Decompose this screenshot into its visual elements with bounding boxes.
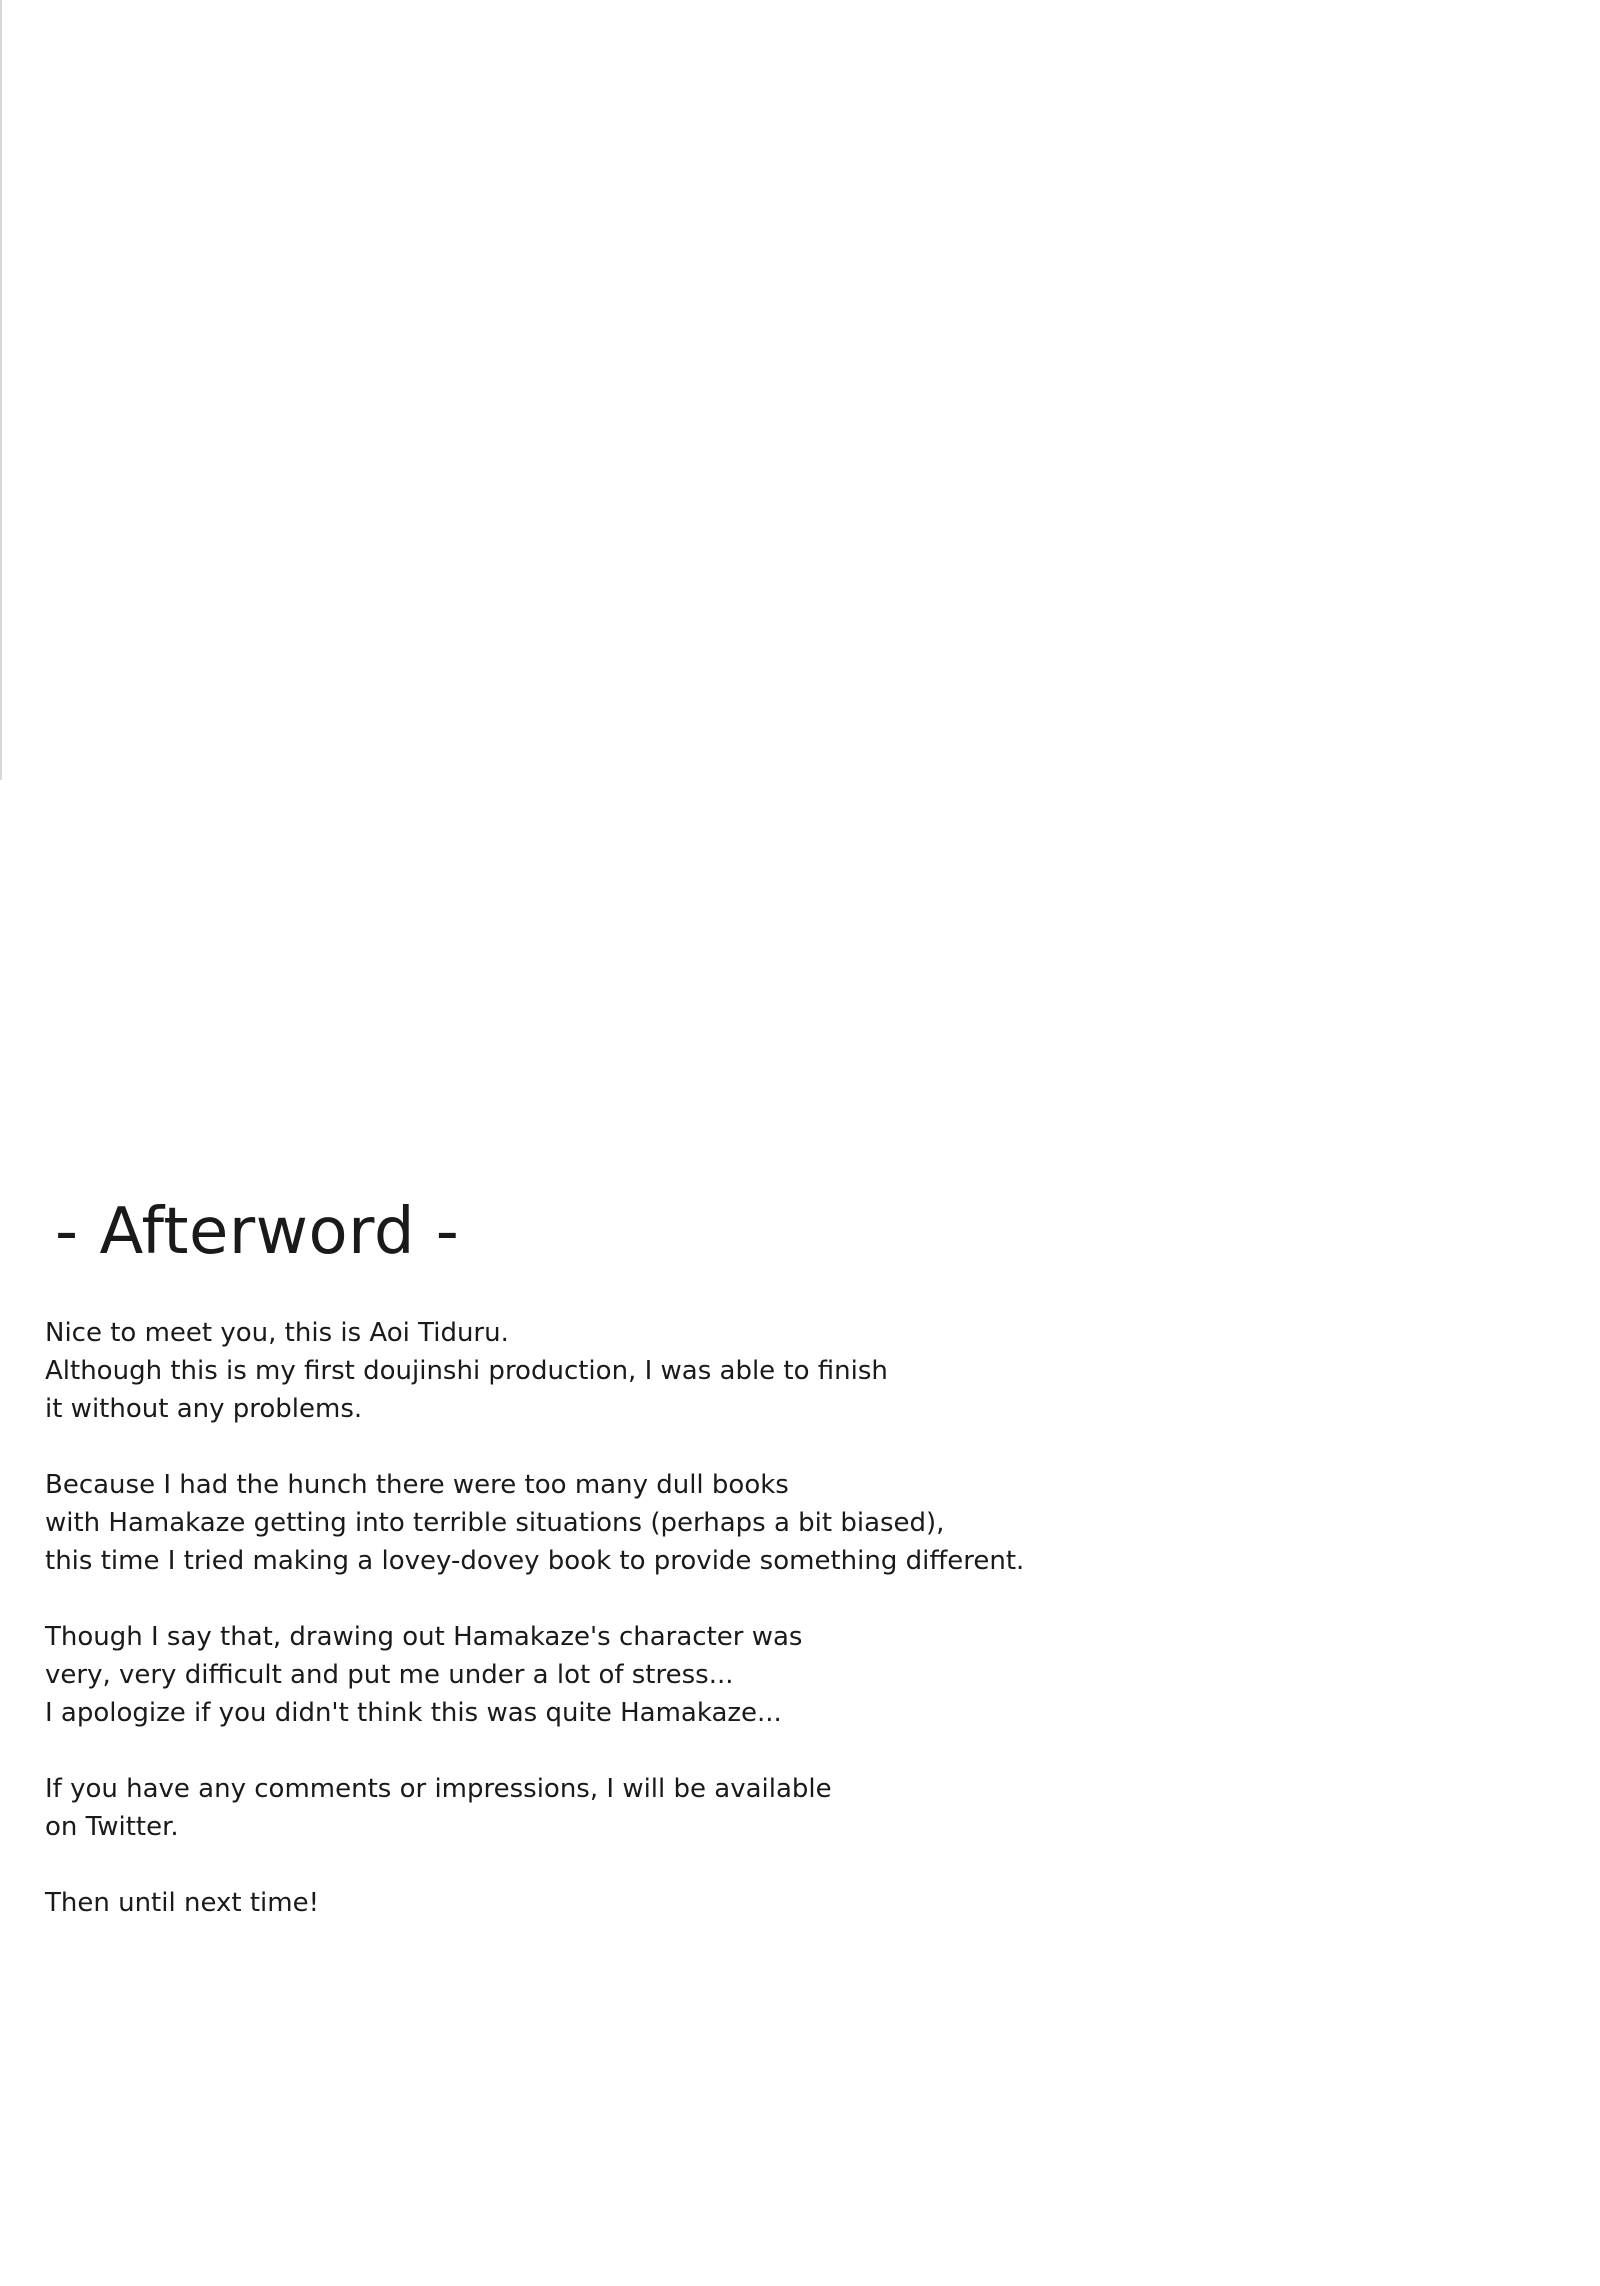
text-line: Because I had the hunch there were too many dull books — [45, 1470, 789, 1500]
text-line: I apologize if you didn't think this was quite Hamakaze... — [45, 1698, 782, 1728]
text-line: Although this is my first doujinshi production, I was able to finish — [45, 1356, 888, 1386]
page-edge-line — [0, 0, 2, 780]
paragraph-contact — [45, 1770, 1145, 1846]
paragraph-difficulty — [45, 1618, 1145, 1732]
text-line: If you have any comments or impressions, I will be available — [45, 1774, 832, 1804]
text-line: on Twitter. — [45, 1812, 179, 1842]
text-line: this time I tried making a lovey-dovey book to provide something different. — [45, 1546, 1025, 1576]
text-line: Nice to meet you, this is Aoi Tiduru. — [45, 1318, 509, 1348]
afterword-title: - Afterword - — [55, 1195, 460, 1269]
paragraph-greeting — [45, 1314, 1145, 1428]
afterword-section — [45, 1195, 1145, 1960]
text-line: with Hamakaze getting into terrible situations (perhaps a bit biased), — [45, 1508, 945, 1538]
paragraph-motivation — [45, 1466, 1145, 1580]
text-line: it without any problems. — [45, 1394, 363, 1424]
text-line: very, very difficult and put me under a lot of stress... — [45, 1660, 734, 1690]
text-line: Then until next time! — [45, 1888, 319, 1918]
paragraph-closing — [45, 1884, 1145, 1922]
text-line: Though I say that, drawing out Hamakaze's character was — [45, 1622, 803, 1652]
